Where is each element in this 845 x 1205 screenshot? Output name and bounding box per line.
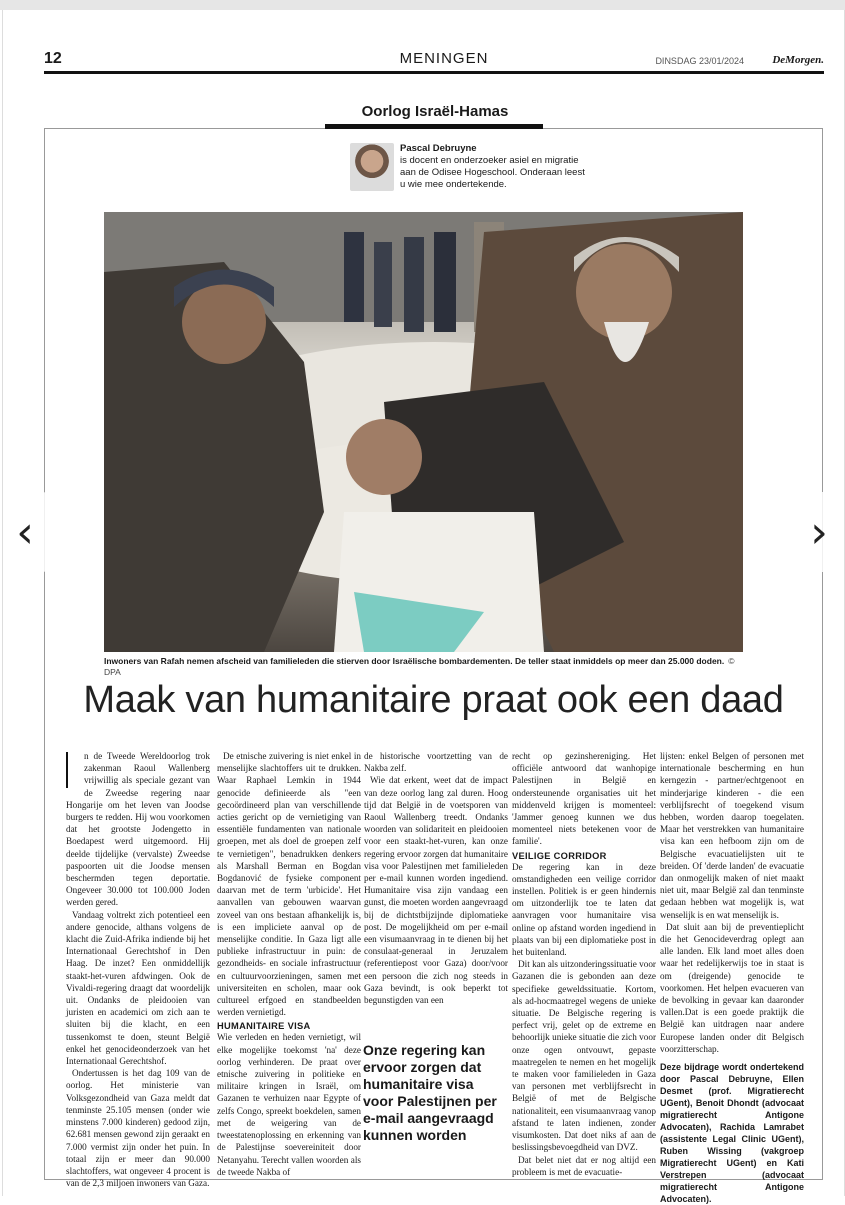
author-box	[350, 143, 585, 195]
paragraph: Dat belet niet dat er nog altijd een probleem is met de evacuatie-	[512, 1154, 656, 1177]
author-name: Pascal Debruyne	[400, 143, 477, 154]
paragraph: de historische voortzetting van de Nakba zelf.	[364, 751, 508, 774]
section-title: MENINGEN	[399, 50, 489, 67]
paragraph: Ondertussen is het dag 109 van de oorlog. Het ministerie van Volksgezondheid van Gaza meldt dat tenminste 25.105 mensen (onder wie minstens 7.000 kinderen) gedood zijn, 62.681 mensen gewond zijn geraakt en 7.000 vermist zijn onder het puin. In totaal zijn er meer dan 90.000 slachtoffers, wat ongeveer 4 procent is van de 2,3 miljoen inwoners van Gaza.	[66, 1068, 210, 1189]
paragraph: Wie verleden en heden vernietigt, wil elke mogelijke toekomst 'na' deze oorlog verhinderen. De praat over etnische zuivering in politieke en militaire kringen in Israël, om Gazanen te verhuizen naar Egypte of zelfs Congo, spreekt boekdelen, samen met de weigering van de tweestatenoplossing en erkenning van de Palestijnse soevereiniteit door Netanyahu. Terecht vallen woorden als de tweede Nakba of	[217, 1032, 361, 1177]
column-1	[66, 750, 210, 1189]
paragraph: Dat sluit aan bij de preventieplicht die het Genocideverdrag oplegt aan alle landen. Elk land moet alles doen waar het redelijkerwijs toe in staat is om (dreigende) genocide te voorkomen. Het helpen evacueren van de bevolking in gevaar kan daaronder vallen.Dat is een goede praktijk die België kan uitdragen naar andere Europese landen onder dit Belgisch voorzitterschap.	[660, 921, 804, 1054]
column-4	[512, 750, 656, 1178]
paragraph: recht op gezinshereniging. Het officiële antwoord dat wanhopige Palestijnen in België en ondersteunende organisaties uit het middenveld krijgen is momenteel: 'Jammer genoeg kunnen we dus momenteel niets betekenen voor de familie'.	[512, 751, 656, 847]
topic-rule	[325, 124, 543, 129]
publication-date: DINSDAG 23/01/2024	[655, 56, 744, 66]
pull-quote: Onze regering kan ervoor zorgen dat humanitaire visa voor Palestijnen per e-mail aangevraagd kunnen worden	[363, 1042, 497, 1143]
photo-illustration	[104, 212, 743, 652]
previous-page-button[interactable]	[3, 492, 47, 572]
paragraph: De etnische zuivering is niet enkel in menselijke slachtoffers uit te drukken. Waar Raphael Lemkin in 1944 genocide definieerde als "een gecoördineerd plan van verschillende acties gericht op de vernietiging van essentiële fundamenten van nationale groepen, met als doel de groepen zelf te vernietigen", benadrukken denkers als Marshall Berman en Bogdan Bogdanović de fysieke component daarvan met de term 'urbicide'. Het aanvallen van gebouwen waarvan zoveel van ons bestaan afhankelijk is, is een impliciete aanval op de menselijke conditie. In Gaza ligt alle publieke infrastructuur in puin: de gezondheids- en sociale infrastructuur en cultuurvoorzieningen, samen met universiteiten en scholen, maar ook cultureel erfgoed en standbeelden werden vernietigd.	[217, 751, 361, 1018]
photo-credit: © DPA	[104, 656, 735, 677]
header-rule	[44, 71, 824, 74]
page-number: 12	[44, 50, 62, 67]
paragraph: n de Tweede Wereldoorlog trok zakenman Raoul Wallenberg vrijwillig als speciale gezant van de Zweedse regering naar Hongarije om het leven van Joodse burgers te redden. Hij wou voorkomen dat het grootste Jodengetto in Boedapest werd uitgemoord. Hij deelde tijdelijke (vervalste) Zweedse paspoorten uit die Joodse mensen beschermden tegen deportatie. Ongeveer 30.000 tot 100.000 Joden werden gered.	[66, 751, 210, 908]
paragraph: Vandaag voltrekt zich potentieel een andere genocide, althans volgens de klacht die Zuid-Afrika indiende bij het Internationaal Gerechtshof in Den Haag. De inzet? Een onmiddellijk staakt-het-vuren afdwingen. Ook de Vivaldi-regering draagt dat woordelijk uit. Ondanks de pleidooien van juristen en academici om zich aan te sluiten bij die klacht, en een tussenkomst te doen, steunt België enkel het genocideonderzoek van het Internationaal Gerechtshof.	[66, 909, 210, 1067]
author-avatar	[350, 143, 394, 191]
next-page-button[interactable]	[797, 492, 841, 572]
subheading-veilige-corridor: VEILIGE CORRIDOR	[512, 850, 607, 861]
top-bar	[0, 0, 845, 10]
subheading-humanitaire-visa: HUMANITAIRE VISA	[217, 1021, 311, 1032]
drop-cap-i	[66, 752, 78, 788]
paragraph: lijsten: enkel Belgen of personen met internationale bescherming en hun kerngezin - partner/echtgenoot en minderjarige kinderen - die een verblijfsrecht of toegekend visum hebben, worden daarop toegelaten. Maar het verstrekken van humanitaire visa kan een hefboom zijn om de Belgische evacuatielijsten uit te breiden. Of 'derde landen' de evacuatie dan onmogelijk maken of niet maakt niet uit, maar België zal dan tenminste gedaan hebben wat mogelijk is, wat wenselijk is en wat menselijk is.	[660, 751, 804, 920]
paragraph: Dit kan als uitzonderingssituatie voor Gazanen die is gebonden aan deze specifieke geweldssituatie. Kortom, als ad-hocmaatregel wegens de unieke situatie. De Belgische regering is perfect vrij, gelet op de extreme en behoorlijk unieke situatie die zich voor onze ogen ontvouwt, gepaste maatregelen te nemen en het mogelijk te maken voor familieleden in Gaza van personen met verblijfsrecht in België of met de Belgische nationaliteit, een visumaanvraag vanop afstand te laten indienen, zonder visumkosten. Dat doet niks af aan de beslissingsbevoegdheid van DVZ.	[512, 959, 656, 1153]
paragraph: Wie dat erkent, weet dat de impact van deze oorlog lang zal duren. Hoog tijd dat België in de voetsporen van Raoul Wallenberg treedt. Ondanks woorden van solidariteit en pleidooien voor een staakt-het-vuren, kan onze regering ervoor zorgen dat humanitaire visa voor Palestijnen met familieleden per e-mail kunnen worden ingediend. Humanitaire visa zijn vandaag een gunst, die moeten worden aangevraagd bij de dichtstbijzijnde diplomatieke post. De mogelijkheid om per e-mail een visumaanvraag in te dienen bij het consulaat-generaal in Jeruzalem (referentiepost voor Gaza) door/voor een persoon die zich nog steeds in Gaza bevindt, is ook beperkt tot begunstigden van een	[364, 775, 508, 1006]
column-5	[660, 750, 804, 1205]
paragraph: De regering kan in deze omstandigheden een veilige corridor instellen. Politiek is er geen hindernis om uitzonderlijk toe te laten dat aanvragen voor humanitaire visa online op afstand worden ingediend in plaats van bij een diplomatieke post in het buitenland.	[512, 861, 656, 958]
topic-label: Oorlog Israël-Hamas	[361, 103, 509, 120]
main-photo	[104, 212, 743, 652]
column-3	[364, 750, 508, 1006]
chevron-left-icon: ‹	[16, 506, 34, 558]
caption-text: Inwoners van Rafah nemen afscheid van familieleden die stierven door Israëlische bombardementen. De teller staat inmiddels op meer dan 25.000 doden.	[104, 656, 725, 666]
signatories-note: Deze bijdrage wordt ondertekend door Pascal Debruyne, Ellen Desmet (prof. Migratierecht UGent), Benoit Dhondt (advocaat migratierecht Antigone Advocaten), Rachida Lamrabet (assistente Legal Clinic UGent), Ruben Wissing (vakgroep Migratierecht UGent) en Kati Verstrepen (advocaat migratierecht Antigone Advocaten).	[660, 1062, 804, 1205]
chevron-right-icon: ›	[810, 506, 828, 558]
column-2	[217, 750, 361, 1178]
article-headline: Maak van humanitaire praat ook een daad	[83, 679, 784, 721]
author-bio: is docent en onderzoeker asiel en migratie aan de Odisee Hogeschool. Onderaan leest u wie mee ondertekende.	[400, 155, 585, 190]
brand-logo: DeMorgen.	[772, 54, 824, 66]
